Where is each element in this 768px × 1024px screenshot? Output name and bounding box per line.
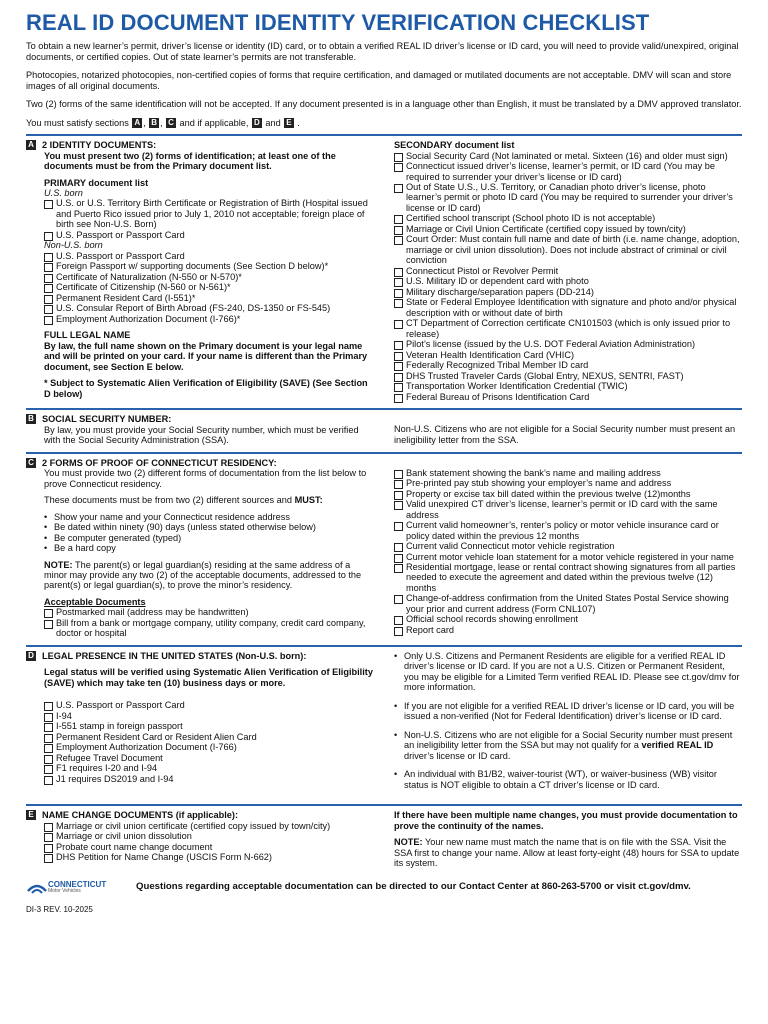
section-c-desc2: These documents must be from two (2) different sources and xyxy=(44,495,293,506)
section-c-note: The parent(s) or legal guardian(s) residing at the same address of a minor may provide any two (2) of the acceptable documents, addressed to the parent(s) or legal guardian(s), to prove the minor’s residency. xyxy=(44,559,362,591)
checkbox-item[interactable]: Pre-printed pay stub showing your employer’s name and address xyxy=(394,478,742,488)
section-c-desc: You must provide two (2) different forms of documentation from the list below to prove Connecticut residency. xyxy=(44,468,367,489)
checkbox-item[interactable]: Out of State U.S., U.S. Territory, or Canadian photo driver’s license, photo learner’s permit or photo ID card (You may be required to surrender your driver’s license or ID card) xyxy=(394,182,742,213)
checkbox-item[interactable]: Bank statement showing the bank’s name and mailing address xyxy=(394,468,742,478)
section-a-title: 2 IDENTITY DOCUMENTS: xyxy=(42,140,157,151)
logo-main-text: CONNECTICUT xyxy=(48,880,107,890)
bullet-text: driver’s license or ID card. xyxy=(404,750,511,761)
checkbox-item[interactable]: U.S. or U.S. Territory Birth Certificate or Registration of Birth (Hospital issued and Puerto Rico issued prior to July 1, 2010 not acceptable; foreign place of birth see Non-U.S. Born) xyxy=(44,198,374,229)
legal-presence-bullet: • An individual with B1/B2, waiver-tourist (WT), or waiver-business (WB) visitor status is NOT eligible to obtain a CT driver’s license or ID card. xyxy=(394,769,742,790)
checkbox-item[interactable]: Permanent Resident Card or Resident Alien Card xyxy=(44,732,374,742)
section-d-desc: Legal status will be verified using Systematic Alien Verification of Eligibility (SAVE) which may take ten (10) business days or more. xyxy=(44,667,373,688)
checkbox-item[interactable]: DHS Trusted Traveler Cards (Global Entry, NEXUS, SENTRI, FAST) xyxy=(394,371,742,381)
checkbox-item[interactable]: Connecticut Pistol or Revolver Permit xyxy=(394,266,742,276)
section-d-title: LEGAL PRESENCE IN THE UNITED STATES (Non-U.S. born): xyxy=(42,650,307,661)
section-e xyxy=(26,804,742,874)
section-badge-e: E xyxy=(286,118,292,128)
checkbox-item[interactable]: State or Federal Employee Identification with signature and photo and/or physical description with or without date of birth xyxy=(394,297,742,318)
form-revision: DI-3 REV. 10-2025 xyxy=(26,904,93,914)
section-badge-b: B xyxy=(26,414,36,424)
requirement-bullet: • Show your name and your Connecticut residence address xyxy=(44,512,374,522)
section-b-desc: By law, you must provide your Social Security number, which must be verified with the Social Security Administration (SSA). xyxy=(44,424,359,446)
requirement-bullet: • Be a hard copy xyxy=(44,543,374,553)
checkbox-item[interactable]: Court Order: Must contain full name and date of birth (i.e. name change, adoption, marriage or civil union dissolution). Does not include abstract of criminal or civil conviction xyxy=(394,234,742,265)
non-us-born-label: Non-U.S. born xyxy=(44,240,103,251)
intro-paragraph: To obtain a new learner’s permit, driver’s license or identity (ID) card, or to obtain a verified REAL ID driver’s license or ID card, you will need to provide valid/unexpired, original documents, or certified copies. Out of state learner’s permits are not transferable. xyxy=(26,41,739,62)
legal-name-title: FULL LEGAL NAME xyxy=(44,330,131,341)
legal-presence-bullet: • Only U.S. Citizens and Permanent Residents are eligible for a verified REAL ID driver’s license or ID card. If you are not a U.S. Citizen or Permanent Resident, you may be eligible for a Limited Term verified REAL ID. Please see ct.gov/dmv for more information. xyxy=(394,651,742,693)
legal-presence-bullet: • If you are not eligible for a verified REAL ID driver’s license or ID card, you will be issued a non-verified (Not for Federal Identification) driver’s license or ID card. xyxy=(394,701,742,722)
checkbox-item[interactable]: F1 requires I-20 and I-94 xyxy=(44,763,374,773)
section-badge-a: A xyxy=(26,140,36,150)
intro-paragraph: Photocopies, notarized photocopies, non-certified copies of forms that require certification, and damaged or mutilated documents are not acceptable. DMV will scan and store images of all original documents. xyxy=(26,70,732,91)
section-a-desc: You must present two (2) forms of identification; at least one of the documents must be from the Primary document list. xyxy=(44,150,336,172)
checkbox-item[interactable]: U.S. Consular Report of Birth Abroad (FS-240, DS-1350 or FS-545) xyxy=(44,303,374,313)
checkbox-item[interactable]: Pilot’s license (issued by the U.S. DOT Federal Aviation Administration) xyxy=(394,339,742,349)
ct-logo-icon xyxy=(26,879,48,897)
bullet-bold-text: verified REAL ID xyxy=(641,740,714,751)
checkbox-item[interactable]: Certificate of Citizenship (N-560 or N-561)* xyxy=(44,282,374,292)
section-badge-a: A xyxy=(134,118,141,128)
contact-text: Questions regarding acceptable documentation can be directed to our Contact Center at 860-263-5700 or visit ct.gov/dmv. xyxy=(136,881,691,893)
section-c-title: 2 FORMS OF PROOF OF CONNECTICUT RESIDENCY: xyxy=(42,457,277,468)
checkbox-item[interactable]: Certificate of Naturalization (N-550 or N-570)* xyxy=(44,272,374,282)
checkbox-item[interactable]: Marriage or Civil Union Certificate (certified copy issued by town/city) xyxy=(394,224,742,234)
checkbox-item[interactable]: U.S. Military ID or dependent card with photo xyxy=(394,276,742,286)
checkbox-item[interactable]: Current valid homeowner’s, renter’s policy or motor vehicle insurance card or policy dated within the previous 12 months xyxy=(394,520,742,541)
satisfy-text: You must satisfy sections xyxy=(26,117,129,128)
footer xyxy=(26,879,742,897)
section-e-title: NAME CHANGE DOCUMENTS (if applicable): xyxy=(42,810,239,821)
section-b-note: Non-U.S. Citizens who are not eligible for a Social Security number must present an ineligibility letter from the SSA. xyxy=(394,424,736,445)
checkbox-item[interactable]: Probate court name change document xyxy=(44,842,374,852)
checkbox-item[interactable]: Refugee Travel Document xyxy=(44,753,374,763)
satisfy-text: and if applicable, xyxy=(179,117,249,128)
checkbox-item[interactable]: Official school records showing enrollment xyxy=(394,614,742,624)
requirement-bullet: • Be dated within ninety (90) days (unless stated otherwise below) xyxy=(44,522,374,532)
checkbox-item[interactable]: Social Security Card (Not laminated or metal. Sixteen (16) and older must sign) xyxy=(394,151,742,161)
requirement-bullet: • Be computer generated (typed) xyxy=(44,533,374,543)
checkbox-item[interactable]: Transportation Worker Identification Credential (TWIC) xyxy=(394,381,742,391)
section-b xyxy=(26,408,742,451)
checkbox-item[interactable]: Marriage or civil union certificate (certified copy issued by town/city) xyxy=(44,821,374,831)
checkbox-item[interactable]: Federal Bureau of Prisons Identification Card xyxy=(394,392,742,402)
page-title: REAL ID DOCUMENT IDENTITY VERIFICATION CHECKLIST xyxy=(26,10,650,35)
legal-name-desc: By law, the full name shown on the Primary document is your legal name and will be printed on your card. If your name is different than the Primary document, see Section E below. xyxy=(44,340,368,372)
section-badge-d: D xyxy=(26,651,36,661)
checkbox-item[interactable]: Bill from a bank or mortgage company, utility company, credit card company, doctor or hospital xyxy=(44,618,374,639)
checkbox-item[interactable]: Military discharge/separation papers (DD-214) xyxy=(394,287,742,297)
checkbox-item[interactable]: Postmarked mail (address may be handwritten) xyxy=(44,607,374,617)
save-note: * Subject to Systematic Alien Verification of Eligibility (SAVE) (See Section D below) xyxy=(44,378,368,399)
checkbox-item[interactable]: U.S. Passport or Passport Card xyxy=(44,700,374,710)
checkbox-item[interactable]: U.S. Passport or Passport Card xyxy=(44,251,374,261)
section-badge-c: C xyxy=(168,118,174,128)
checkbox-item[interactable]: Foreign Passport w/ supporting documents (See Section D below)* xyxy=(44,261,374,271)
section-badge-c: C xyxy=(26,458,36,468)
checkbox-item[interactable]: Employment Authorization Document (I-766)* xyxy=(44,314,374,324)
checkbox-item[interactable]: I-94 xyxy=(44,711,374,721)
checkbox-item[interactable]: DHS Petition for Name Change (USCIS Form N-662) xyxy=(44,852,374,862)
checkbox-item[interactable]: U.S. Passport or Passport Card xyxy=(44,230,374,240)
checkbox-item[interactable]: Employment Authorization Document (I-766) xyxy=(44,742,374,752)
checkbox-item[interactable]: Connecticut issued driver’s license, learner’s permit, or ID card (You may be required to surrender your driver’s license or ID card) xyxy=(394,161,742,182)
acceptable-documents-title: Acceptable Documents xyxy=(44,596,146,607)
checkbox-item[interactable]: Current motor vehicle loan statement for a motor vehicle registered in your name xyxy=(394,552,742,562)
primary-list-title: PRIMARY document list xyxy=(44,177,149,188)
section-e-note: Your new name must match the name that is on file with the SSA. Visit the SSA first to change your name. Allow at least forty-eight (48) hours for SSA to update its system. xyxy=(394,837,740,869)
checkbox-item[interactable]: Federally Recognized Tribal Member ID card xyxy=(394,360,742,370)
us-born-label: U.S. born xyxy=(44,188,83,198)
bullet-text: Non-U.S. Citizens who are not eligible for a Social Security number must present an ineligibility letter from the SSA but may not qualify for a xyxy=(404,729,733,751)
section-e-continuity: If there have been multiple name changes, you must provide documentation to prove the continuity of the names. xyxy=(394,810,738,831)
checkbox-item[interactable]: Certified school transcript (School photo ID is not acceptable) xyxy=(394,213,742,223)
checkbox-item[interactable]: Valid unexpired CT driver’s license, learner’s permit or ID card with the same address xyxy=(394,499,742,520)
checkbox-item[interactable]: Permanent Resident Card (I-551)* xyxy=(44,293,374,303)
satisfy-text: and xyxy=(265,117,281,128)
must-label: MUST: xyxy=(294,495,323,506)
note-label: NOTE: xyxy=(44,559,73,570)
checkbox-item[interactable]: Report card xyxy=(394,625,742,635)
checkbox-item[interactable]: Current valid Connecticut motor vehicle registration xyxy=(394,541,742,551)
section-b-title: SOCIAL SECURITY NUMBER: xyxy=(42,414,172,425)
note-label: NOTE: xyxy=(394,837,423,848)
checkbox-item[interactable]: Residential mortgage, lease or rental contract showing signatures from all parties needed to execute the agreement and dated within the previous twelve (12) months xyxy=(394,562,742,593)
checkbox-item[interactable]: J1 requires DS2019 and I-94 xyxy=(44,774,374,784)
secondary-list-title: SECONDARY document list xyxy=(394,140,515,151)
section-c xyxy=(26,452,742,645)
section-d xyxy=(26,645,742,804)
legal-presence-bullet xyxy=(394,730,742,761)
section-a xyxy=(26,134,742,408)
checkbox-item[interactable]: Marriage or civil union dissolution xyxy=(44,831,374,841)
section-badge-e: E xyxy=(26,810,36,820)
satisfy-line: You must satisfy sections A , B , C and if applicable, D and E . xyxy=(26,117,300,128)
checkbox-item[interactable]: Property or excise tax bill dated within the previous twelve (12)months xyxy=(394,489,742,499)
checkbox-item[interactable]: CT Department of Correction certificate CN101503 (which is only issued prior to release) xyxy=(394,318,742,339)
section-badge-b: B xyxy=(151,118,158,128)
intro-paragraph: Two (2) forms of the same identification will not be accepted. If any document presented is in a language other than English, it must be translated by a DMV approved translator. xyxy=(26,99,742,110)
logo-sub-text: Motor Vehicles xyxy=(48,888,81,895)
checkbox-item[interactable]: Veteran Health Identification Card (VHIC) xyxy=(394,350,742,360)
section-badge-d: D xyxy=(254,118,260,128)
checkbox-item[interactable]: Change-of-address confirmation from the United States Postal Service showing your prior and current address (Form CNL107) xyxy=(394,593,742,614)
ct-dmv-logo xyxy=(26,879,122,897)
checkbox-item[interactable]: I-551 stamp in foreign passport xyxy=(44,721,374,731)
